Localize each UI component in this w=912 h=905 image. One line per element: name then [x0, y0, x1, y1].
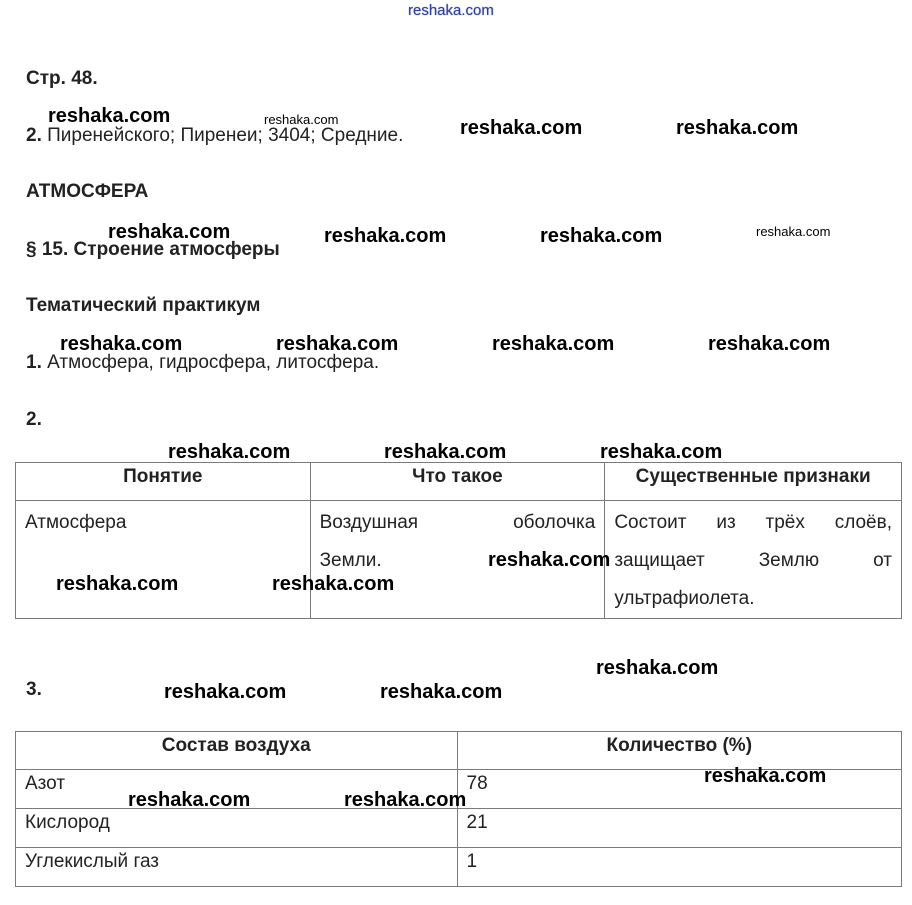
column-header-amount: Количество (%) — [457, 732, 902, 770]
watermark: reshaka.com — [128, 789, 251, 811]
task1-number: 1. — [26, 352, 42, 373]
watermark: reshaka.com — [108, 221, 231, 243]
cell-what-line1 — [320, 504, 596, 542]
site-watermark-top: reshaka.com — [408, 2, 494, 19]
air-table-header-row — [16, 732, 902, 770]
watermark: reshaka.com — [676, 117, 799, 139]
watermark: reshaka.com — [324, 225, 447, 247]
concept-table — [15, 462, 902, 619]
page-label: Стр. 48. — [26, 68, 98, 89]
watermark: reshaka.com — [540, 225, 663, 247]
table-row — [16, 809, 902, 848]
task3-number: 3. — [26, 679, 42, 700]
watermark: reshaka.com — [60, 333, 183, 355]
cell-features-line3: ультрафиолета. — [614, 588, 755, 609]
row-name: Углекислый газ — [16, 848, 458, 887]
watermark: reshaka.com — [460, 117, 583, 139]
item2-text: Пиренейского; Пиренеи; 3404; Средние. — [47, 125, 404, 146]
watermark: reshaka.com — [276, 333, 399, 355]
cell-concept: Атмосфера — [16, 501, 311, 619]
watermark: reshaka.com — [380, 681, 503, 703]
row-name: Кислород — [16, 809, 458, 848]
watermark: reshaka.com — [272, 573, 395, 595]
watermark: reshaka.com — [264, 112, 339, 127]
watermark: reshaka.com — [56, 573, 179, 595]
row-value: 78 — [457, 770, 902, 809]
cell-what-line2: Земли. — [319, 550, 382, 571]
cell-features-line2: защищает Землю от — [614, 550, 892, 571]
concept-table-header-row — [16, 463, 902, 501]
watermark: reshaka.com — [704, 765, 827, 787]
cell-what-word2: оболочка — [513, 512, 596, 533]
watermark: reshaka.com — [600, 441, 723, 463]
table-row — [16, 848, 902, 887]
watermark: reshaka.com — [168, 441, 291, 463]
watermark: reshaka.com — [488, 549, 611, 571]
column-header-composition: Состав воздуха — [16, 732, 458, 770]
item2-line — [26, 125, 403, 147]
table-row — [16, 501, 902, 619]
task2-number: 2. — [26, 409, 42, 430]
watermark: reshaka.com — [756, 224, 831, 239]
column-header-features: Существенные признаки — [605, 463, 902, 501]
column-header-concept: Понятие — [16, 463, 311, 501]
task1-line — [26, 352, 379, 374]
watermark: reshaka.com — [596, 657, 719, 679]
section-heading: АТМОСФЕРА — [26, 181, 149, 202]
cell-features-line1: Состоит из трёх слоёв, — [614, 512, 892, 533]
row-value: 1 — [457, 848, 902, 887]
practicum-heading: Тематический практикум — [26, 295, 261, 316]
row-name: Азот — [16, 770, 458, 809]
watermark: reshaka.com — [164, 681, 287, 703]
row-value: 21 — [457, 809, 902, 848]
watermark: reshaka.com — [344, 789, 467, 811]
watermark: reshaka.com — [492, 333, 615, 355]
paragraph-heading: § 15. Строение атмосферы — [26, 239, 280, 260]
item2-number: 2. — [26, 125, 42, 146]
task1-text: Атмосфера, гидросфера, литосфера. — [47, 352, 380, 373]
watermark: reshaka.com — [708, 333, 831, 355]
watermark: reshaka.com — [48, 105, 171, 127]
cell-what-word1: Воздушная — [319, 512, 419, 533]
column-header-what: Что такое — [310, 463, 605, 501]
cell-features — [605, 501, 902, 619]
watermark: reshaka.com — [384, 441, 507, 463]
